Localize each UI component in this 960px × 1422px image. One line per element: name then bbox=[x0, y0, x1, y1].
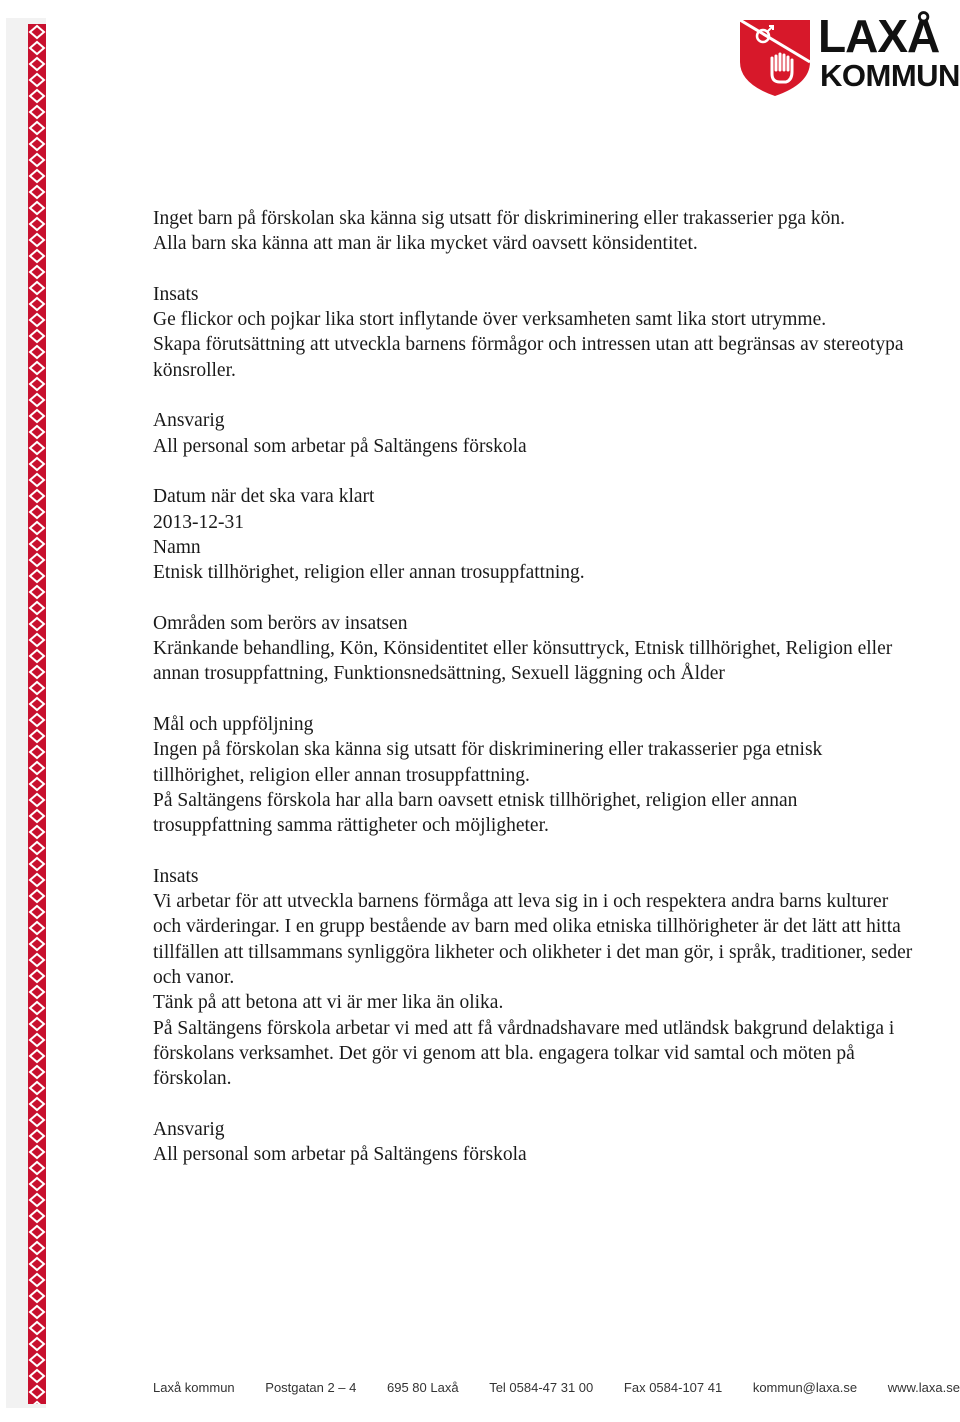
side-pattern bbox=[28, 24, 46, 1404]
footer-email[interactable]: kommun@laxa.se bbox=[752, 1380, 858, 1395]
logo-subtitle: KOMMUN bbox=[820, 58, 960, 93]
heading-mal: Mål och uppföljning bbox=[153, 713, 314, 735]
paragraph: Tänk på att betona att vi är mer lika än olika. bbox=[153, 992, 504, 1014]
footer-phone: Tel 0584-47 31 00 bbox=[489, 1380, 594, 1395]
heading-insats: Insats bbox=[153, 865, 199, 887]
heading-insats: Insats bbox=[153, 283, 199, 305]
paragraph: Kränkande behandling, Kön, Könsidentitet eller könsuttryck, Etnisk tillhörighet, Religion eller annan trosuppfattning, Funktionsnedsättning, Sexuell läggning och Ålder bbox=[153, 638, 893, 685]
heading-ansvarig: Ansvarig bbox=[153, 410, 225, 432]
heading-namn: Namn bbox=[153, 536, 201, 558]
footer-web[interactable]: www.laxa.se bbox=[887, 1380, 960, 1395]
date-value: 2013-12-31 bbox=[153, 511, 244, 533]
footer-org: Laxå kommun bbox=[153, 1380, 235, 1395]
paragraph: Skapa förutsättning att utveckla barnens förmågor och intressen utan att begränsas av stereotypa könsroller. bbox=[153, 334, 904, 381]
logo-name: LAXÅ bbox=[818, 10, 940, 62]
footer-address: Postgatan 2 – 4 bbox=[265, 1380, 357, 1395]
paragraph: Ge flickor och pojkar lika stort inflytande över verksamheten samt lika stort utrymme. bbox=[153, 309, 827, 331]
document-body bbox=[153, 206, 913, 1167]
heading-datum: Datum när det ska vara klart bbox=[153, 486, 375, 508]
paragraph: Etnisk tillhörighet, religion eller annan trosuppfattning. bbox=[153, 562, 585, 584]
paragraph: På Saltängens förskola arbetar vi med att få vårdnadshavare med utländsk bakgrund delaktiga i förskolans verksamhet. Det gör vi genom att bla. engagera tolkar vid samtal och möten på förskolan. bbox=[153, 1017, 895, 1090]
footer-fax: Fax 0584-107 41 bbox=[623, 1380, 723, 1395]
paragraph: All personal som arbetar på Saltängens förskola bbox=[153, 1143, 527, 1165]
paragraph: Inget barn på förskolan ska känna sig utsatt för diskriminering eller trakasserier pga kön. bbox=[153, 208, 846, 229]
footer bbox=[153, 1380, 960, 1395]
paragraph: På Saltängens förskola har alla barn oavsett etnisk tillhörighet, religion eller annan trosuppfattning samma rättigheter och möjligheter. bbox=[153, 789, 798, 837]
heading-ansvarig: Ansvarig bbox=[153, 1118, 225, 1140]
paragraph: Alla barn ska känna att man är lika mycket värd oavsett könsidentitet. bbox=[153, 233, 698, 255]
paragraph: Vi arbetar för att utveckla barnens förmåga att leva sig in i och respektera andra barns kulturer och värderingar. I en grupp bestående av barn med olika etniska tillhörigheter är det lätt att hitta tillfällen att tillsammans synliggöra likheter och olikheter i det man gör, i språk, traditioner, seder och vanor. bbox=[153, 891, 913, 988]
footer-postal: 695 80 Laxå bbox=[386, 1380, 459, 1395]
paragraph: All personal som arbetar på Saltängens förskola bbox=[153, 435, 527, 457]
heading-omraden: Områden som berörs av insatsen bbox=[153, 612, 408, 634]
paragraph: Ingen på förskolan ska känna sig utsatt för diskriminering eller trakasserier pga etnisk tillhörighet, religion eller annan trosuppfattning. bbox=[153, 739, 823, 786]
